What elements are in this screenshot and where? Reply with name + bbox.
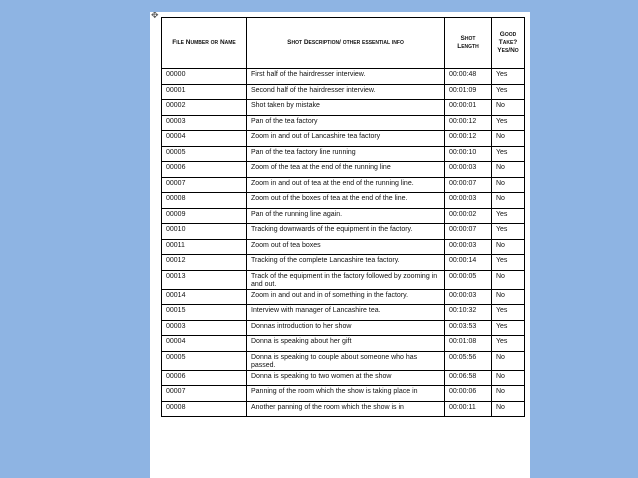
file-number-cell: 00005 (162, 146, 247, 162)
table-row (162, 401, 525, 417)
shot-length-cell: 00:01:08 (445, 336, 492, 352)
shot-length-cell: 00:00:03 (445, 239, 492, 255)
good-take-cell: Yes (492, 69, 525, 85)
good-take-cell: No (492, 193, 525, 209)
file-number-cell: 00005 (162, 351, 247, 370)
good-take-cell: Yes (492, 84, 525, 100)
shot-description-cell: Shot taken by mistake (247, 100, 445, 116)
shot-length-cell: 00:00:11 (445, 401, 492, 417)
table-row (162, 162, 525, 178)
shot-description-cell: First half of the hairdresser interview. (247, 69, 445, 85)
good-take-cell: Yes (492, 208, 525, 224)
table-row (162, 239, 525, 255)
header-shot-description: Shot Description/ other essential info (247, 18, 445, 69)
good-take-cell: No (492, 401, 525, 417)
table-row (162, 320, 525, 336)
good-take-cell: Yes (492, 224, 525, 240)
shot-description-cell: Donna is speaking to two women at the show (247, 370, 445, 386)
shot-length-cell: 00:00:12 (445, 115, 492, 131)
good-take-cell: No (492, 239, 525, 255)
table-row (162, 305, 525, 321)
file-number-cell: 00003 (162, 115, 247, 131)
table-row (162, 69, 525, 85)
good-take-cell: Yes (492, 320, 525, 336)
shot-length-cell: 00:00:02 (445, 208, 492, 224)
table-row (162, 270, 525, 289)
shot-length-cell: 00:00:03 (445, 193, 492, 209)
file-number-cell: 00008 (162, 193, 247, 209)
good-take-cell: No (492, 270, 525, 289)
shot-length-cell: 00:00:06 (445, 386, 492, 402)
good-take-cell: Yes (492, 115, 525, 131)
shot-length-cell: 00:00:14 (445, 255, 492, 271)
shot-description-cell: Zoom in and out of Lancashire tea factory (247, 131, 445, 147)
shot-description-cell: Pan of the tea factory (247, 115, 445, 131)
good-take-cell: No (492, 351, 525, 370)
good-take-cell: No (492, 162, 525, 178)
file-number-cell: 00007 (162, 386, 247, 402)
shot-description-cell: Zoom out of the boxes of tea at the end of the line. (247, 193, 445, 209)
shot-description-cell: Donnas introduction to her show (247, 320, 445, 336)
good-take-cell: Yes (492, 305, 525, 321)
shot-description-cell: Zoom in and out and in of something in the factory. (247, 289, 445, 305)
file-number-cell: 00014 (162, 289, 247, 305)
shot-description-cell: Another panning of the room which the show is in (247, 401, 445, 417)
table-row (162, 177, 525, 193)
file-number-cell: 00012 (162, 255, 247, 271)
file-number-cell: 00003 (162, 320, 247, 336)
shot-length-cell: 00:00:48 (445, 69, 492, 85)
shot-description-cell: Tracking of the complete Lancashire tea factory. (247, 255, 445, 271)
shot-description-cell: Interview with manager of Lancashire tea. (247, 305, 445, 321)
file-number-cell: 00006 (162, 162, 247, 178)
shot-length-cell: 00:10:32 (445, 305, 492, 321)
file-number-cell: 00004 (162, 336, 247, 352)
shot-length-cell: 00:00:10 (445, 146, 492, 162)
document-page (150, 12, 530, 478)
good-take-cell: No (492, 131, 525, 147)
file-number-cell: 00011 (162, 239, 247, 255)
good-take-cell: Yes (492, 336, 525, 352)
shot-length-cell: 00:00:01 (445, 100, 492, 116)
table-row (162, 289, 525, 305)
shot-length-cell: 00:05:56 (445, 351, 492, 370)
file-number-cell: 00000 (162, 69, 247, 85)
table-row (162, 100, 525, 116)
shot-description-cell: Second half of the hairdresser interview. (247, 84, 445, 100)
table-row (162, 386, 525, 402)
table-row (162, 224, 525, 240)
header-good-take: Good Take? Yes/No (492, 18, 525, 69)
header-file-number: File Number or Name (162, 18, 247, 69)
file-number-cell: 00006 (162, 370, 247, 386)
file-number-cell: 00009 (162, 208, 247, 224)
shot-length-cell: 00:00:03 (445, 289, 492, 305)
good-take-cell: No (492, 100, 525, 116)
table-row (162, 208, 525, 224)
shot-description-cell: Track of the equipment in the factory followed by zooming in and out. (247, 270, 445, 289)
table-row (162, 336, 525, 352)
shot-length-cell: 00:03:53 (445, 320, 492, 336)
shot-length-cell: 00:00:03 (445, 162, 492, 178)
shot-description-cell: Zoom in and out of tea at the end of the running line. (247, 177, 445, 193)
file-number-cell: 00002 (162, 100, 247, 116)
shot-length-cell: 00:06:58 (445, 370, 492, 386)
file-number-cell: 00013 (162, 270, 247, 289)
shot-description-cell: Zoom of the tea at the end of the running line (247, 162, 445, 178)
table-row (162, 351, 525, 370)
good-take-cell: No (492, 177, 525, 193)
shot-length-cell: 00:00:12 (445, 131, 492, 147)
table-row (162, 193, 525, 209)
file-number-cell: 00010 (162, 224, 247, 240)
table-row (162, 370, 525, 386)
good-take-cell: No (492, 370, 525, 386)
good-take-cell: Yes (492, 146, 525, 162)
file-number-cell: 00015 (162, 305, 247, 321)
shot-log-table (161, 17, 525, 417)
table-move-handle-icon[interactable]: ✥ (151, 12, 159, 21)
shot-length-cell: 00:00:07 (445, 177, 492, 193)
table-row (162, 84, 525, 100)
file-number-cell: 00008 (162, 401, 247, 417)
good-take-cell: Yes (492, 255, 525, 271)
table-header-row (162, 18, 525, 69)
file-number-cell: 00004 (162, 131, 247, 147)
shot-length-cell: 00:01:09 (445, 84, 492, 100)
shot-description-cell: Pan of the running line again. (247, 208, 445, 224)
shot-description-cell: Zoom out of tea boxes (247, 239, 445, 255)
shot-length-cell: 00:00:07 (445, 224, 492, 240)
good-take-cell: No (492, 289, 525, 305)
table-body (162, 69, 525, 417)
table-row (162, 255, 525, 271)
shot-description-cell: Panning of the room which the show is taking place in (247, 386, 445, 402)
table-row (162, 146, 525, 162)
shot-description-cell: Donna is speaking about her gift (247, 336, 445, 352)
good-take-cell: No (492, 386, 525, 402)
shot-description-cell: Donna is speaking to couple about someone who has passed. (247, 351, 445, 370)
shot-length-cell: 00:00:05 (445, 270, 492, 289)
file-number-cell: 00007 (162, 177, 247, 193)
table-row (162, 115, 525, 131)
shot-description-cell: Pan of the tea factory line running (247, 146, 445, 162)
file-number-cell: 00001 (162, 84, 247, 100)
shot-description-cell: Tracking downwards of the equipment in the factory. (247, 224, 445, 240)
table-row (162, 131, 525, 147)
header-shot-length: Shot Length (445, 18, 492, 69)
